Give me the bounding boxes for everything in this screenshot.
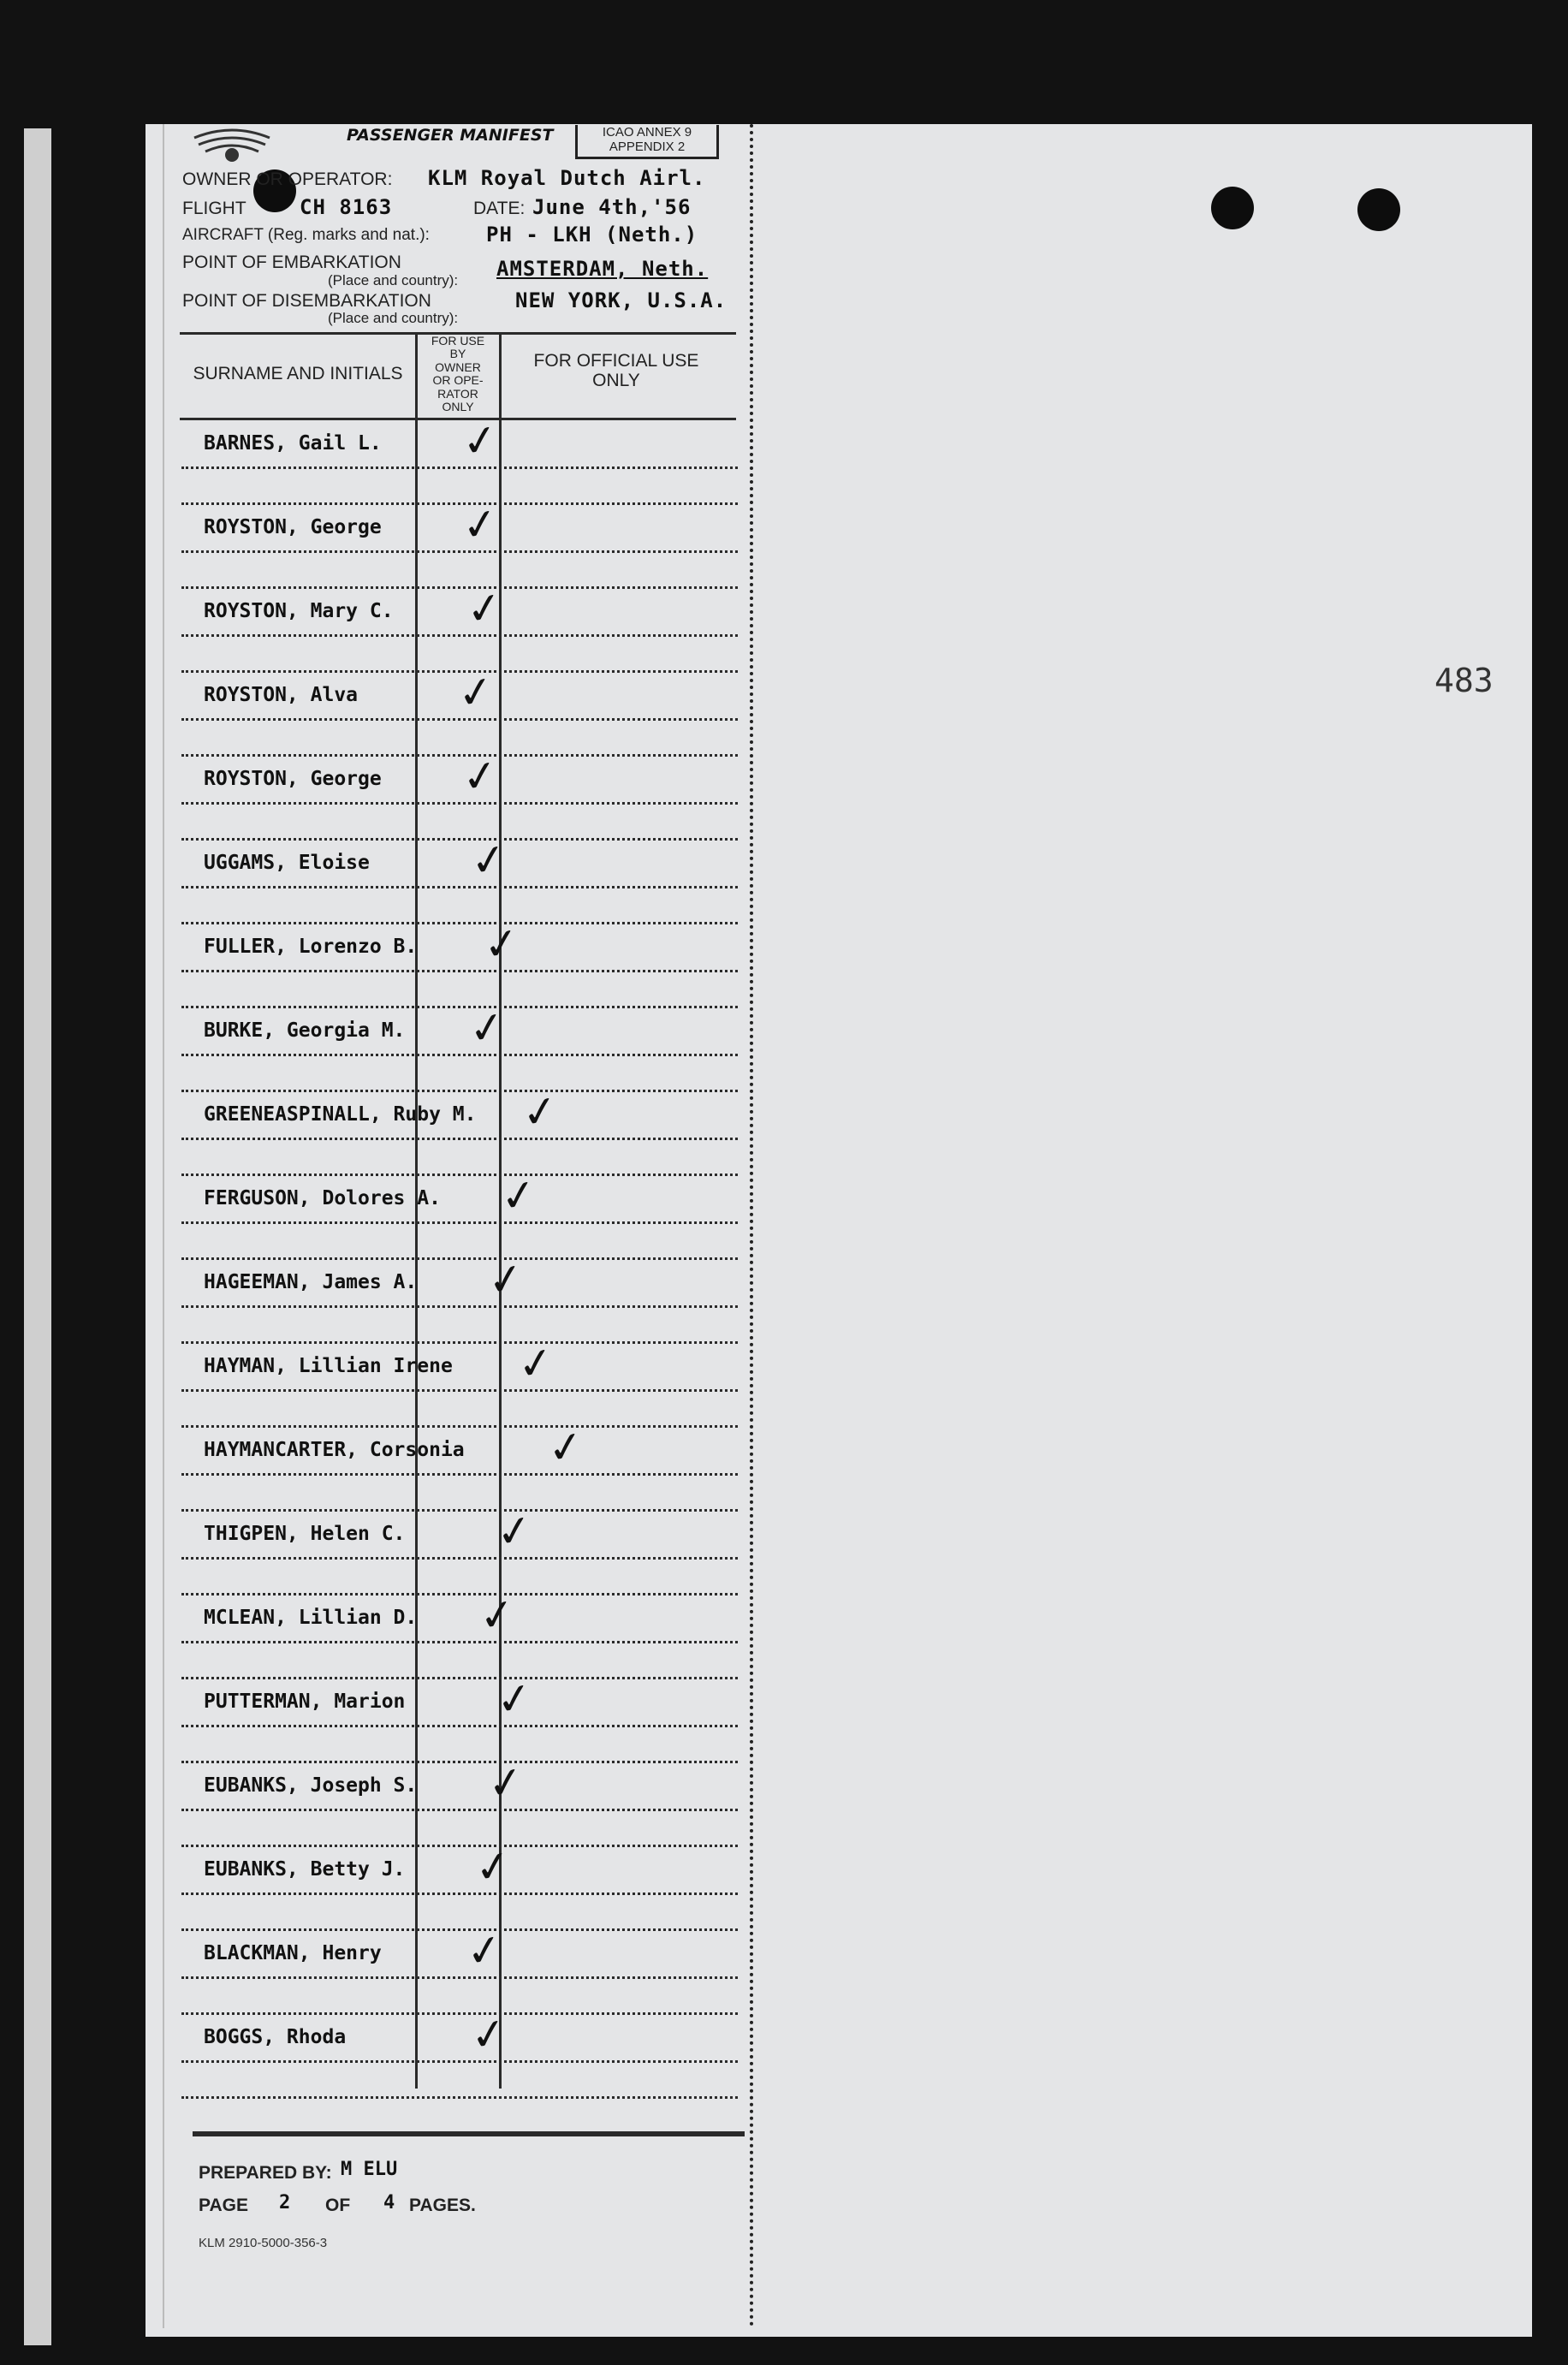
form-title: PASSENGER MANIFEST — [347, 126, 554, 145]
checkmark-icon: ✓ — [484, 1756, 527, 1810]
checkmark-icon: ✓ — [467, 2007, 510, 2062]
checkmark-icon: ✓ — [459, 413, 502, 468]
of-label: OF — [325, 2196, 351, 2215]
row-mid-rule — [181, 1725, 738, 1727]
row-rule — [181, 1928, 738, 1931]
klm-crown-logo-icon — [190, 126, 274, 163]
prepared-by-label: PREPARED BY: — [199, 2163, 332, 2183]
aircraft-value: PH - LKH (Neth.) — [486, 223, 698, 247]
row-mid-rule — [181, 1138, 738, 1140]
checkmark-icon: ✓ — [463, 1923, 506, 1978]
passenger-name: BARNES, Gail L. — [204, 432, 382, 455]
annex-box — [575, 125, 719, 159]
passenger-name: EUBANKS, Betty J. — [204, 1858, 406, 1881]
annex-line-2: APPENDIX 2 — [609, 140, 686, 154]
passenger-name: FERGUSON, Dolores A. — [204, 1187, 441, 1209]
punch-hole-right — [1357, 188, 1400, 231]
row-mid-rule — [181, 802, 738, 805]
disembarkation-value: NEW YORK, U.S.A. — [515, 288, 728, 312]
row-rule — [181, 1257, 738, 1260]
col-head-owner-use — [417, 335, 499, 413]
annex-line-1: ICAO ANNEX 9 — [602, 125, 692, 140]
embarkation-value: AMSTERDAM, Neth. — [496, 257, 709, 281]
row-mid-rule — [181, 1054, 738, 1056]
passenger-name: UGGAMS, Eloise — [204, 852, 370, 874]
row-rule — [181, 1341, 738, 1344]
pages-value: 4 — [383, 2192, 395, 2213]
flight-label: FLIGHT — [182, 199, 246, 218]
manifest-form — [163, 124, 753, 2328]
row-rule — [181, 1090, 738, 1092]
row-mid-rule — [181, 886, 738, 888]
checkmark-icon: ✓ — [472, 1839, 514, 1894]
pages-label: PAGES. — [409, 2196, 476, 2215]
passenger-name: ROYSTON, George — [204, 768, 382, 790]
list-bottom-rule — [193, 2131, 745, 2136]
archive-page-number: 483 — [1434, 662, 1494, 699]
row-mid-rule — [181, 466, 738, 469]
row-rule — [181, 1845, 738, 1847]
owner-use-head-line: RATOR — [437, 386, 478, 401]
disembarkation-sub: (Place and country): — [328, 310, 459, 326]
row-rule — [181, 1425, 738, 1428]
row-mid-rule — [181, 1557, 738, 1560]
row-mid-rule — [181, 550, 738, 553]
row-rule — [181, 1593, 738, 1595]
owner-use-head-line: OR OPE- — [432, 373, 484, 388]
row-mid-rule — [181, 970, 738, 972]
checkmark-icon: ✓ — [519, 1084, 561, 1139]
row-rule — [181, 1509, 738, 1512]
passenger-name: BURKE, Georgia M. — [204, 1019, 406, 1042]
row-mid-rule — [181, 1976, 738, 1979]
passenger-name: ROYSTON, Mary C. — [204, 600, 394, 622]
passenger-name: ROYSTON, George — [204, 516, 382, 538]
owner-value: KLM Royal Dutch Airl. — [428, 166, 706, 190]
aircraft-label: AIRCRAFT (Reg. marks and nat.): — [182, 226, 430, 244]
row-rule — [181, 1006, 738, 1008]
checkmark-icon: ✓ — [497, 1168, 540, 1223]
row-rule — [181, 1677, 738, 1679]
checkmark-icon: ✓ — [493, 1504, 536, 1559]
checkmark-icon: ✓ — [459, 749, 502, 804]
row-rule — [181, 922, 738, 924]
row-mid-rule — [181, 1473, 738, 1476]
checkmark-icon: ✓ — [544, 1420, 587, 1475]
checkmark-icon: ✓ — [476, 1588, 519, 1643]
passenger-name: PUTTERMAN, Marion — [204, 1691, 406, 1713]
page-label: PAGE — [199, 2196, 248, 2215]
punch-hole-mid — [1211, 187, 1254, 229]
passenger-name: HAYMANCARTER, Corsonia — [204, 1439, 465, 1461]
passenger-name: BOGGS, Rhoda — [204, 2026, 347, 2048]
embarkation-label: POINT OF EMBARKATION — [182, 253, 401, 272]
owner-label: OWNER OR OPERATOR: — [182, 169, 393, 189]
checkmark-icon: ✓ — [467, 833, 510, 888]
row-mid-rule — [181, 1221, 738, 1224]
row-mid-rule — [181, 1809, 738, 1811]
row-mid-rule — [181, 1893, 738, 1895]
flight-value: CH 8163 — [300, 195, 393, 219]
header-bottom-rule — [180, 418, 736, 420]
row-rule — [181, 2096, 738, 2099]
disembarkation-label: POINT OF DISEMBARKATION — [182, 291, 431, 311]
checkmark-icon: ✓ — [454, 665, 497, 720]
scanner-edge-strip — [24, 128, 51, 2345]
row-mid-rule — [181, 718, 738, 721]
checkmark-icon: ✓ — [480, 917, 523, 972]
date-label: DATE: — [473, 199, 526, 218]
date-value: June 4th,'56 — [532, 195, 692, 219]
owner-use-head-line: FOR USE — [431, 334, 485, 348]
prepared-by-value: M ELU — [341, 2159, 398, 2180]
column-divider-1 — [415, 334, 418, 2089]
passenger-name: HAYMAN, Lillian Irene — [204, 1355, 453, 1377]
passenger-name: EUBANKS, Joseph S. — [204, 1774, 418, 1797]
passenger-name: BLACKMAN, Henry — [204, 1942, 382, 1964]
row-rule — [181, 838, 738, 841]
row-mid-rule — [181, 1641, 738, 1643]
passenger-name: THIGPEN, Helen C. — [204, 1523, 406, 1545]
row-rule — [181, 1174, 738, 1176]
row-rule — [181, 586, 738, 589]
row-mid-rule — [181, 2060, 738, 2063]
passenger-name: FULLER, Lorenzo B. — [204, 936, 418, 958]
row-rule — [181, 2012, 738, 2015]
passenger-name: MCLEAN, Lillian D. — [204, 1607, 418, 1629]
checkmark-icon: ✓ — [463, 581, 506, 636]
col-head-official: FOR OFFICIAL USE ONLY — [533, 351, 699, 391]
checkmark-icon: ✓ — [484, 1252, 527, 1307]
passenger-name: ROYSTON, Alva — [204, 684, 359, 706]
owner-use-head-line: ONLY — [442, 399, 474, 413]
embarkation-sub: (Place and country): — [328, 272, 459, 288]
passenger-name: HAGEEMAN, James A. — [204, 1271, 418, 1293]
owner-use-head-line: BY — [449, 347, 466, 361]
col-head-surname: SURNAME AND INITIALS — [193, 364, 403, 383]
checkmark-icon: ✓ — [514, 1336, 557, 1391]
row-mid-rule — [181, 634, 738, 637]
row-rule — [181, 1761, 738, 1763]
form-code: KLM 2910-5000-356-3 — [199, 2236, 328, 2250]
passenger-name: GREENEASPINALL, Ruby M. — [204, 1103, 477, 1126]
checkmark-icon: ✓ — [459, 497, 502, 552]
row-mid-rule — [181, 1389, 738, 1392]
checkmark-icon: ✓ — [466, 1001, 508, 1055]
page-value: 2 — [279, 2192, 291, 2213]
owner-use-head-line: OWNER — [435, 360, 481, 374]
row-mid-rule — [181, 1305, 738, 1308]
checkmark-icon: ✓ — [493, 1672, 536, 1726]
